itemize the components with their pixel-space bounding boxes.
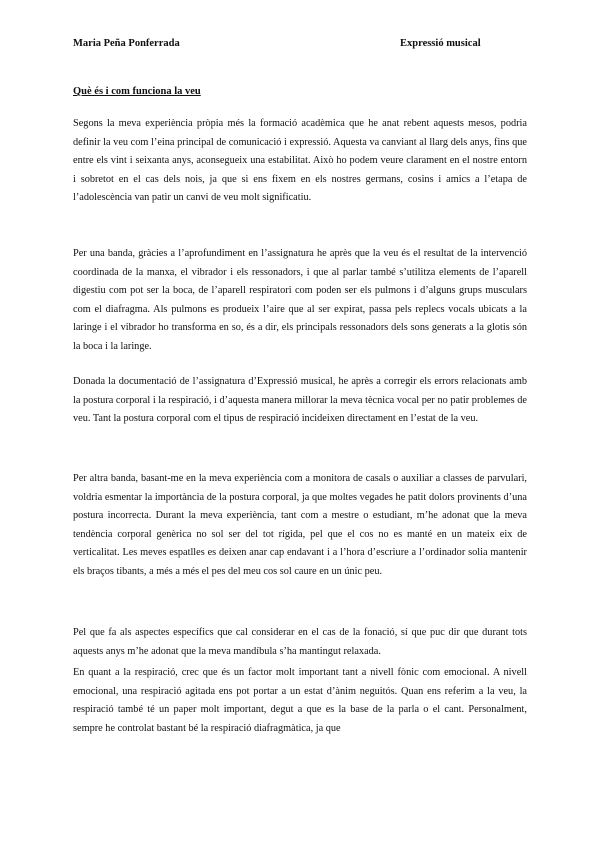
page-header [73, 38, 527, 54]
section-title: Què és i com funciona la veu [73, 86, 201, 97]
paragraph-voice-mechanism: Per una banda, gràcies a l’aprofundiment en l’assignatura he après que la veu és el resultat de la intervenció coordinada de la manxa, el vibrador i els ressonadors, i que al parlar també s’utilitza elements de l’aparell digestiu com pot ser la boca, de l’aparell respiratori com poden ser els pulmons i d’alguns grups musculars com el diafragma. Als pulmons es produeix l’aire que al ser expirat, passa pels replecs vocals ubicats a la laringe i el vibrador ho transforma en so, és a dir, els principals ressonadors dels sons generats a la glotis són la boca i la laringe. [73, 248, 527, 352]
header-subject: Expressió musical [400, 38, 481, 49]
header-author: Maria Peña Ponferrada [73, 38, 180, 49]
paragraph-posture-breathing: Donada la documentació de l’assignatura d’Expressió musical, he après a corregir els errors relacionats amb la postura corporal i la respiració, i d’aquesta manera millorar la meva tècnica vocal per no patir problemes de veu. Tant la postura corporal com el tipus de respiració incideixen directament en l’estat de la veu. [73, 376, 527, 425]
paragraph-breathing: En quant a la respiració, crec que és un factor molt important tant a nivell fònic com emocional. A nivell emocional, una respiració agitada ens pot portar a un estat d’ànim neguitós. Quan ens referim a la veu, la respiració també té un paper molt important, degut a que es la base de la parla o el cant. Personalment, sempre he controlat bastant bé la respiració diafragmàtica, ja que [73, 667, 527, 734]
paragraph-personal-posture: Per altra banda, basant-me en la meva experiència com a monitora de casals o auxiliar a classes de parvulari, voldria esmentar la importància de la postura corporal, ja que moltes vegades he patit dolors provinents d’una postura incorrecta. Durant la meva experiència, tant com a mestre o estudiant, m’he adonat que la meva tendència corporal genèrica no sol ser del tot rígida, pel que el cos no es manté en un mateix eix de verticalitat. Les meves espatlles es deixen anar cap endavant i a l’hora d’escriure a l’ordinador solia mantenir els braços tibants, a més a més el pes del meu cos sol caure en un únic peu. [73, 473, 527, 577]
paragraph-intro: Segons la meva experiència pròpia més la formació acadèmica que he anat rebent aquests mesos, podria definir la veu com l’eina principal de comunicació i expressió. Aquesta va canviant al llarg dels anys, fins que entre els vint i seixanta anys, aconsegueix una estabilitat. Això ho podem veure clarament en el nostre entorn i sobretot en el cas dels nois, ja que si ens fixem en els nostres germans, cosins i amics a l’etapa de l’adolescència van patir un canvi de veu molt significatiu. [73, 118, 527, 204]
paragraph-phonation: Pel que fa als aspectes específics que cal considerar en el cas de la fonació, sí que puc dir que durant tots aquests anys m’he adonat que la meva mandíbula s’ha mantingut relaxada. [73, 627, 527, 657]
